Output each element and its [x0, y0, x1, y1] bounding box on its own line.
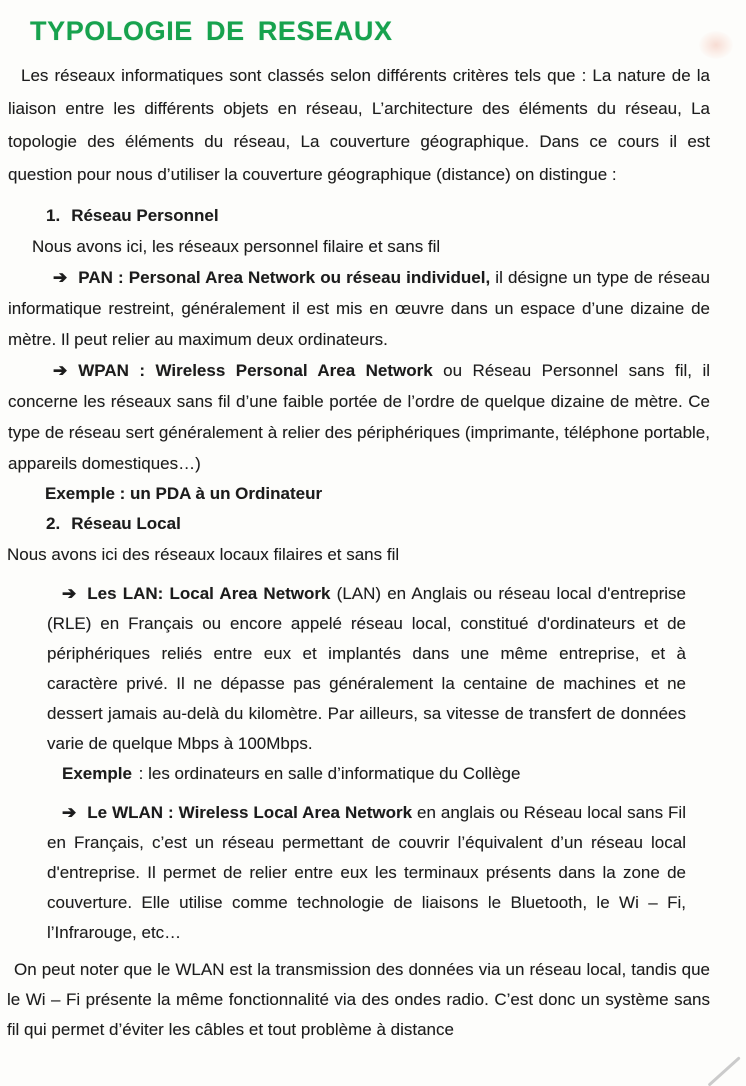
wlan-definition: en anglais ou Réseau local sans Fil en Français, c’est un réseau permettant de couvrir l’équivalent d’un réseau local d'entreprise. Il permet de relier entre eux les terminaux présents dans la zone de couverture. Elle utilise comme technologie de liaisons le Bluetooth, le Wi – Fi, l’Infrarouge, etc… — [47, 803, 686, 942]
wlan-paragraph — [47, 798, 686, 948]
conclusion-paragraph: On peut noter que le WLAN est la transmission des données via un réseau local, tandis que le Wi – Fi présente la même fonctionnalité via des ondes radio. C’est donc un système sans fil qui permet d’éviter les câbles et tout problème à distance — [7, 960, 710, 1039]
wpan-definition: ou Réseau Personnel sans fil, il concerne les réseaux sans fil d’une faible portée de l’ordre de quelque dizaine de mètre. Ce type de réseau sert généralement à relier des périphériques (imprimante, téléphone portable, appareils domestiques…) — [8, 361, 710, 473]
wpan-paragraph — [8, 355, 710, 479]
section-2-title: Réseau Local — [71, 514, 181, 533]
arrow-bullet-icon: ➔ — [62, 584, 77, 603]
section-1-number: 1. — [46, 206, 61, 225]
lan-paragraph — [47, 579, 686, 759]
arrow-bullet-icon: ➔ — [53, 361, 68, 380]
wlan-term: Le WLAN : Wireless Local Area Network — [87, 803, 413, 822]
section-2-example-text: : les ordinateurs en salle d’informatique du Collège — [133, 764, 521, 783]
intro-paragraph: Les réseaux informatiques sont classés selon différents critères tels que : La nature de la liaison entre les différents objets en réseau, L’architecture des éléments du réseau, La topologie des éléments du réseau, La couverture géographique. Dans ce cours il est question pour nous d’utiliser la couverture géographique (distance) on distingue : — [8, 66, 710, 184]
section-1-intro: Nous avons ici, les réseaux personnel filaire et sans fil — [32, 237, 441, 256]
arrow-bullet-icon: ➔ — [53, 268, 68, 287]
pan-definition: il désigne un type de réseau informatique restreint, généralement il est mis en œuvre dans un espace d’une dizaine de mètre. Il peut relier au maximum deux ordinateurs. — [8, 268, 710, 349]
wpan-term: WPAN : Wireless Personal Area Network — [78, 361, 433, 380]
section-1-heading — [46, 200, 710, 231]
scan-smudge-artifact — [699, 31, 733, 59]
lan-term: Les LAN: Local Area Network — [87, 584, 331, 603]
section-2-heading — [46, 508, 710, 539]
pan-term: PAN : Personal Area Network ou réseau individuel, — [78, 268, 491, 287]
lan-definition: (LAN) en Anglais ou réseau local d'entreprise (RLE) en Français ou encore appelé réseau local, constitué d'ordinateurs et de périphériques reliés entre eux et implantés dans une même entreprise, et à caractère privé. Il ne dépasse pas généralement la centaine de machines et ne dessert jamais au-delà du kilomètre. Par ailleurs, sa vitesse de transfert de données varie de quelque Mbps à 100Mbps. — [47, 584, 686, 753]
arrow-bullet-icon: ➔ — [62, 803, 77, 822]
pan-paragraph — [8, 262, 710, 355]
section-2-example — [62, 759, 710, 789]
section-1-title: Réseau Personnel — [71, 206, 219, 225]
section-2-intro: Nous avons ici des réseaux locaux filaires et sans fil — [7, 545, 400, 564]
page-title: TYPOLOGIE DE RESEAUX — [30, 16, 393, 46]
section-2-number: 2. — [46, 514, 61, 533]
section-2-example-label: Exemple — [62, 764, 132, 783]
scan-corner-line-artifact — [708, 1056, 741, 1086]
section-1-example: Exemple : un PDA à un Ordinateur — [45, 484, 323, 503]
